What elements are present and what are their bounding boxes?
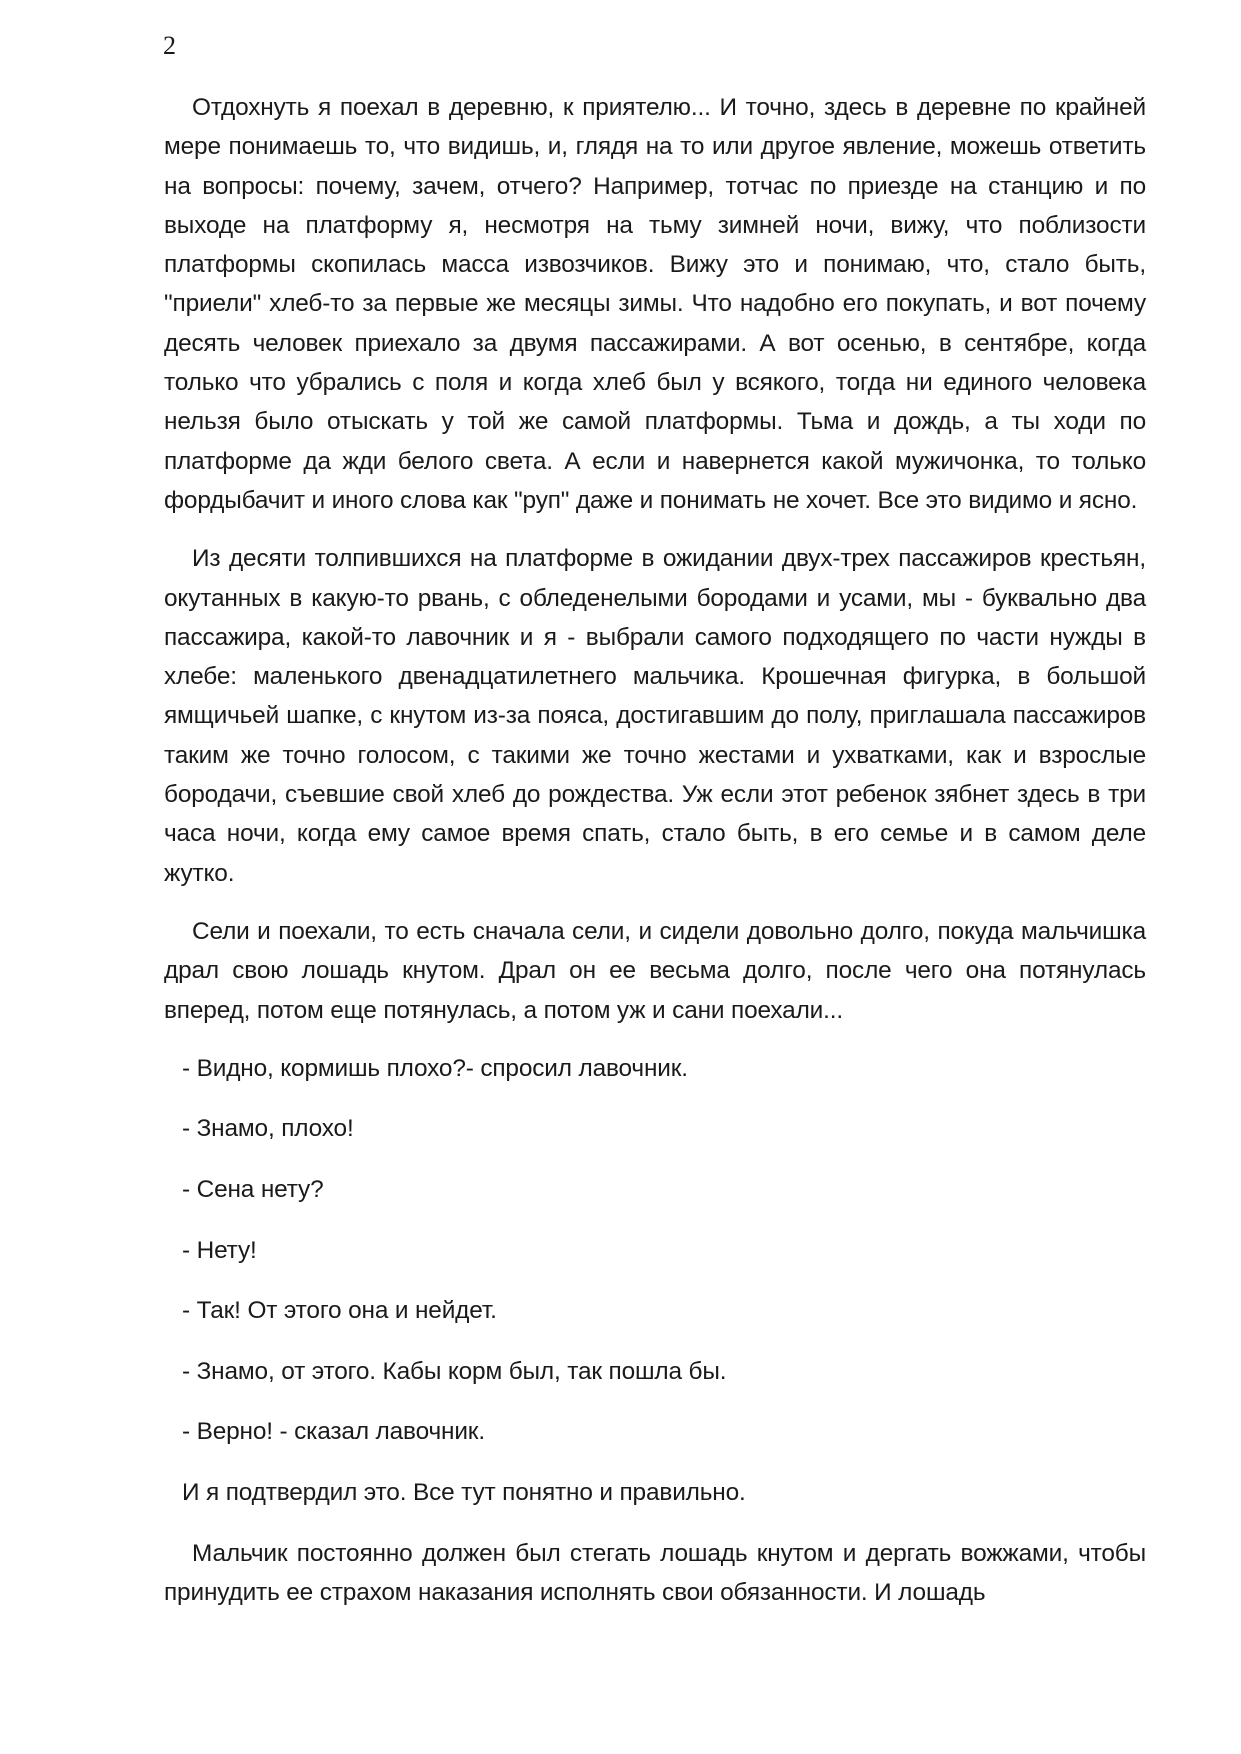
dialogue-line-7: - Верно! - сказал лавочник. <box>182 1418 485 1446</box>
paragraph-2: Из десяти толпившихся на платформе в ожидании двух-трех пассажиров крестьян, окутанных в какую-то рвань, с обледенелыми бородами и усами, мы - буквально два пассажира, какой-то лавочник и я - выбрали самого подходящего по части нужды в хлебе: маленького двенадцатилетнего мальчика. Крошечная фигурка, в большой ямщичьей шапке, с кнутом из-за пояса, достигавшим до полу, приглашала пассажиров таким же точно голосом, с такими же точно жестами и ухватками, как и взрослые бородачи, съевшие свой хлеб до рождества. Уж если этот ребенок зябнет здесь в три часа ночи, когда ему самое время спать, стало быть, в его семье и в самом деле жутко. <box>164 545 1146 887</box>
dialogue-line-4: - Нету! <box>182 1236 257 1264</box>
document-body <box>164 88 1146 1631</box>
dialogue-line-3: - Сена нету? <box>182 1176 324 1204</box>
dialogue-line-2: - Знамо, плохо! <box>182 1115 354 1143</box>
page-number: 2 <box>163 31 176 60</box>
dialogue-line-1: - Видно, кормишь плохо?- спросил лавочник. <box>182 1054 688 1082</box>
dialogue-line-5: - Так! От этого она и нейдет. <box>182 1297 497 1325</box>
dialogue-line-6: - Знамо, от этого. Кабы корм был, так пошла бы. <box>182 1357 727 1385</box>
closing-paragraph: Мальчик постоянно должен был стегать лошадь кнутом и дергать вожжами, чтобы принудить ее страхом наказания исполнять свои обязанности. И лошадь <box>164 1539 1146 1606</box>
dialogue-line-8: И я подтвердил это. Все тут понятно и правильно. <box>182 1478 746 1506</box>
paragraph-1: Отдохнуть я поехал в деревню, к приятелю... И точно, здесь в деревне по крайней мере понимаешь то, что видишь, и, глядя на то или другое явление, можешь ответить на вопросы: почему, зачем, отчего? Например, тотчас по приезде на станцию и по выходе на платформу я, несмотря на тьму зимней ночи, вижу, что поблизости платформы скопилась масса извозчиков. Вижу это и понимаю, что, стало быть, "приели" хлеб-то за первые же месяцы зимы. Что надобно его покупать, и вот почему десять человек приехало за двумя пассажирами. А вот осенью, в сентябре, когда только что убрались с поля и когда хлеб был у всякого, тогда ни единого человека нельзя было отыскать у той же самой платформы. Тьма и дождь, а ты ходи по платформе да жди белого света. А если и навернется какой мужичонка, то только фордыбачит и иного слова как "руп" даже и понимать не хочет. Все это видимо и ясно. <box>164 94 1146 514</box>
paragraph-3: Сели и поехали, то есть сначала сели, и сидели довольно долго, покуда мальчишка драл свою лошадь кнутом. Драл он ее весьма долго, после чего она потянулась вперед, потом еще потянулась, а потом уж и сани поехали... <box>164 917 1146 1024</box>
